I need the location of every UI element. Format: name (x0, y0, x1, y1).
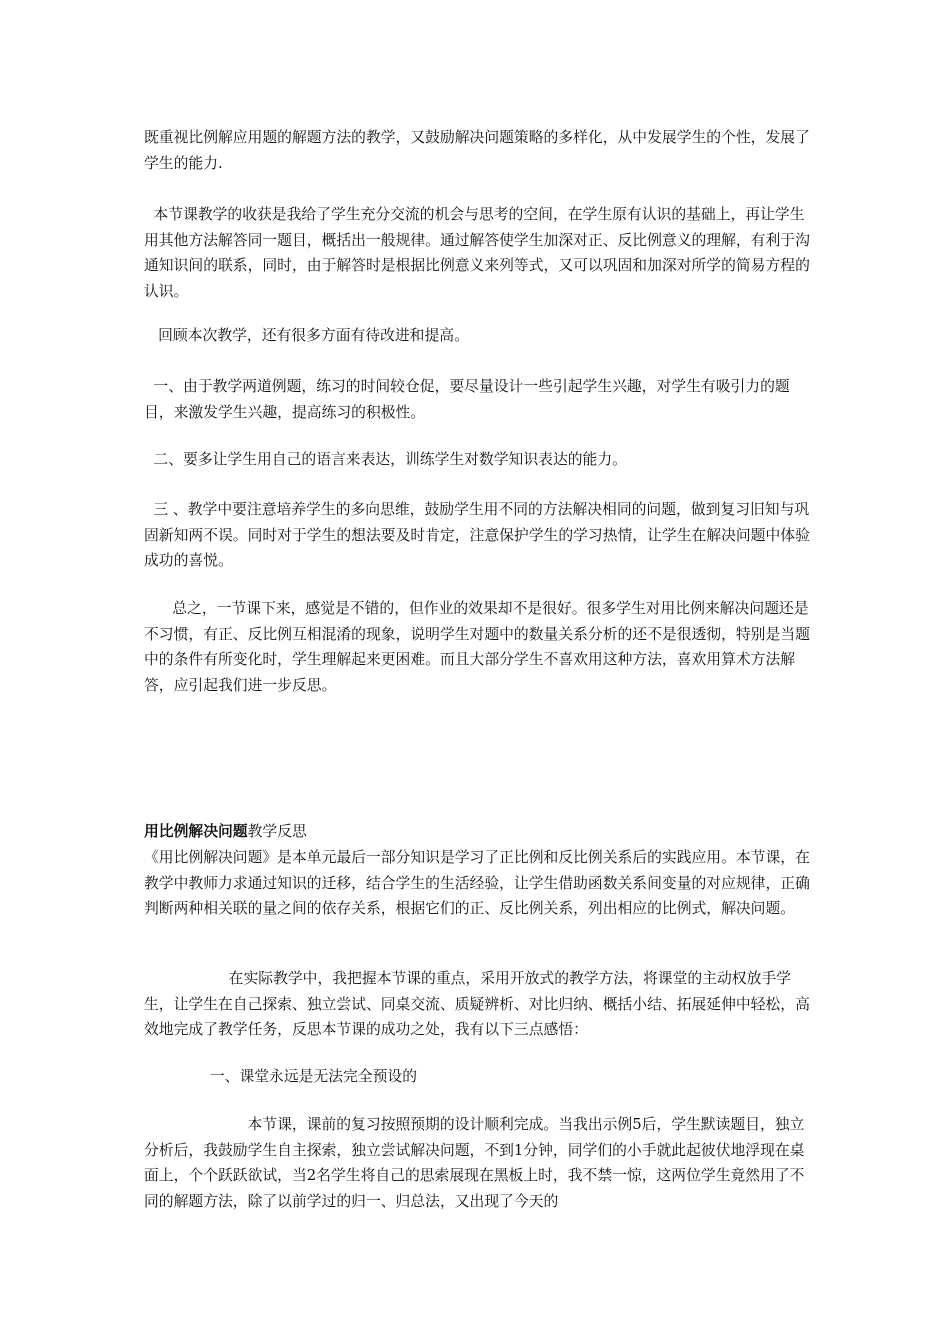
paragraph-intro: 既重视比例解应用题的解题方法的教学，又鼓励解决问题策略的多样化，从中发展学生的个性，发展了学生的能力. (144, 129, 810, 172)
paragraph-summary: 总之，一节课下来，感觉是不错的，但作业的效果却不是很好。很多学生对用比例来解决问题还是不习惯，有正、反比例互相混淆的现象，说明学生对题中的数量关系分析的还不是很透彻，特别是当题中的条件有所变化时，学生理解起来更困难。而且大部分学生不喜欢用这种方法，喜欢用算术方法解答，应引起我们进一步反思。 (144, 600, 810, 694)
paragraph-point-one: 一、由于教学两道例题，练习的时间较仓促，要尽量设计一些引起学生兴趣，对学生有吸引力的题目，来激发学生兴趣，提高练习的积极性。 (144, 378, 790, 421)
paragraph-section-intro: 《用比例解决问题》是本单元最后一部分知识是学习了正比例和反比例关系后的实践应用。本节课，在教学中教师力求通过知识的迁移，结合学生的生活经验，让学生借助函数关系间变量的对应规律，正确判断两种相关联的量之间的依存关系，根据它们的正、反比例关系，列出相应的比例式，解决问题。 (144, 849, 810, 917)
paragraph-review: 回顾本次教学，还有很多方面有待改进和提高。 (144, 327, 469, 344)
paragraph-heading-point-one: 一、课堂永远是无法完全预设的 (144, 1068, 418, 1085)
paragraph-lesson-account: 本节课，课前的复习按照预期的设计顺利完成。当我出示例5后，学生默读题目，独立分析后，我鼓励学生自主探索，独立尝试解决问题，不到1分钟，同学们的小手就此起彼伏地浮现在桌面上，个个跃跃欲试，当2名学生将自己的思索展现在黑板上时，我不禁一惊，这两位学生竟然用了不同的解题方法，除了以前学过的归一、归总法，又出现了今天的 (144, 1116, 805, 1210)
section-title-rest: 教学反思 (247, 823, 307, 840)
section-title (144, 819, 816, 845)
paragraph-gains: 本节课教学的收获是我给了学生充分交流的机会与思考的空间，在学生原有认识的基础上，再让学生用其他方法解答同一题目，概括出一般规律。通过解答使学生加深对正、反比例意义的理解，有利于沟通知识间的联系，同时，由于解答时是根据比例意义来列等式，又可以巩固和加深对所学的简易方程的认识。 (144, 206, 810, 300)
paragraph-point-two: 二、要多让学生用自己的语言来表达，训练学生对数学知识表达的能力。 (144, 451, 627, 468)
section-title-bold: 用比例解决问题 (144, 823, 248, 840)
paragraph-point-three: 三 、教学中要注意培养学生的多向思维，鼓励学生用不同的方法解决相同的问题，做到复习旧知与巩固新知两不误。同时对于学生的想法要及时肯定，注意保护学生的学习热情，让学生在解决问题中体验成功的喜悦。 (144, 501, 810, 569)
paragraph-teaching-practice: 在实际教学中，我把握本节课的重点，采用开放式的教学方法，将课堂的主动权放手学生，让学生在自己探索、独立尝试、同桌交流、质疑辨析、对比归纳、概括小结、拓展延伸中轻松，高效地完成了教学任务，反思本节课的成功之处，我有以下三点感悟： (144, 970, 810, 1038)
